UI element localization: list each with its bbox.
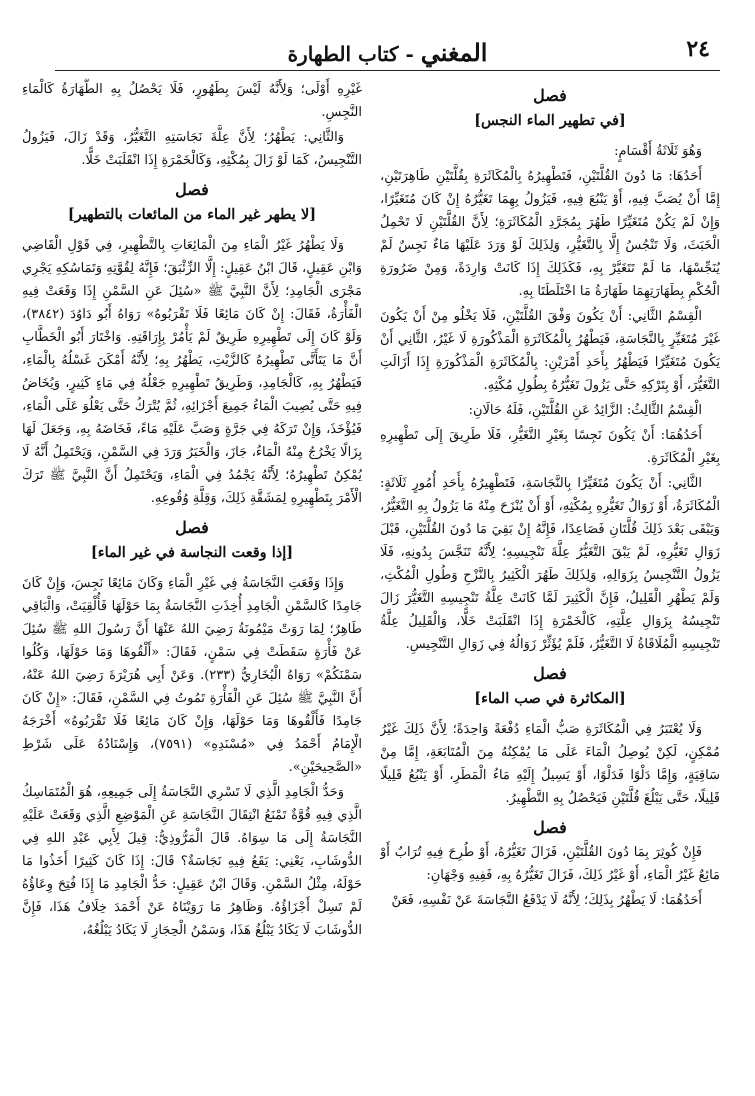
paragraph: أَحَدُهُمَا: أَنْ يَكُونَ نَجِسًا بِغَيْرِ التَّغَيُّرِ، فَلَا طَرِيقَ إِلَى تَطْهِيرِهِ بِغَيْرِ الْمُكَاثَرَةِ. bbox=[380, 428, 720, 466]
paragraph: الْقِسْمُ الثَّالِثُ: الزَّائِدُ عَنِ القُلَّتَيْنِ، فَلَهُ حَالَانِ: bbox=[468, 403, 702, 418]
paragraph: أَحَدُهُمَا: لَا يَطْهُرُ بِذَلِكَ؛ لِأَنَّهُ لَا يَدْفَعُ النَّجَاسَةَ عَنْ نَفْسِهِ، فَعَنْ bbox=[391, 893, 702, 908]
paragraph: وَلَا يُعْتَبَرُ فِي الْمُكَاثَرَةِ صَبُّ الْمَاءِ دُفْعَةً وَاحِدَةً؛ لِأَنَّ ذَلِكَ غَيْرُ مُمْكِنٍ، لَكِنْ يُوصِلُ الْمَاءَ عَلَى مَا يُمْكِنُهُ مِنَ الْمُتَابَعَةِ، إِمَّا مِنْ سَاقِيَةٍ، وَإِمَّا دَلْوًا فَدَلْوًا، أَوْ يَسِيلُ إِلَيْهِ مَاءُ الْمَطَرِ، أَوْ يَنْبُعُ قَلِيلًا قَلِيلًا، حَتَّى يَبْلُغَ قُلَّتَيْنِ فَيَحْصُلُ بِهِ التَّطْهِيرُ. bbox=[380, 722, 720, 806]
section-heading: فصل bbox=[533, 86, 567, 105]
right-column bbox=[380, 78, 720, 1074]
paragraph: الثَّانِي: أَنْ يَكُونَ مُتَغَيِّرًا بِالنَّجَاسَةِ، فَتَطْهِيرُهُ بِأَحَدِ أُمُورٍ ثَلَاثَةٍ: الْمُكَاثَرَةُ، أَوْ زَوَالُ تَغَيُّرِهِ بِمُكْثِهِ، أَوْ أَنْ يُنْزَحَ مِنْهُ مَا يَزُولُ بِهِ التَّغَيُّرُ، وَيَبْقَى بَعْدَ ذَلِكَ قُلَّتَانِ فَصَاعِدًا، فَإِنَّهُ إِنْ بَقِيَ مَا دُونَ القُلَّتَيْنِ، قَبْلَ زَوَالِ تَغَيُّرِهِ، لَمْ يَبْقَ التَّغَيُّرُ عِلَّةَ تَنْجِيسِهِ؛ لِأَنَّهُ تَنَجَّسَ بِدُونِهِ، فَلَا يَزُولُ التَّنْجِيسُ بِزَوَالِهِ، وَلِذَلِكَ طَهُرَ الْكَثِيرُ بِالنَّزْحِ وَطُولِ الْمُكْثِ، وَلَمْ يَطْهُرِ الْقَلِيلُ، فَإِنَّ الْكَثِيرَ لَمَّا كَانَتْ عِلَّةُ تَنْجِيسِهِ التَّغَيُّرَ زَالَ تَنْجِيسُهُ بِزَوَالِ عِلَّتِهِ، كَالْخَمْرَةِ إِذَا انْقَلَبَتْ خَلًّا، وَالْقَلِيلُ عِلَّةُ تَنْجِيسِهِ الْمُلَاقَاةُ لَا التَّغَيُّرُ، فَلَمْ يُؤَثِّرْ زَوَالُهُ فِي زَوَالِ التَّنْجِيسِ. bbox=[380, 476, 720, 652]
section-heading: فصل bbox=[175, 180, 209, 199]
page-header bbox=[55, 30, 720, 71]
page-number: ٢٤ bbox=[686, 36, 710, 62]
left-column bbox=[22, 78, 362, 1088]
section-heading: فصل bbox=[175, 518, 209, 537]
paragraph: غَيْرِهِ أَوْلَى؛ وَلِأَنَّهُ لَيْسَ بِطَهُورٍ، فَلَا يَحْصُلُ بِهِ الطَّهَارَةُ كَالْمَاءِ النَّجِسِ. bbox=[22, 82, 362, 120]
paragraph: وَالثَّانِي: يَطْهُرُ؛ لِأَنَّ عِلَّةَ نَجَاسَتِهِ التَّغَيُّرُ، وَقَدْ زَالَ، فَيَزُولُ التَّنْجِيسُ، كَمَا لَوْ زَالَ بِمُكْثِهِ، وَكَالْخَمْرَةِ إِذَا انْقَلَبَتْ خَلًّا. bbox=[22, 130, 362, 168]
paragraph: أَحَدُهَا: مَا دُونَ القُلَّتَيْنِ، فَتَطْهِيرُهُ بِالْمُكَاثَرَةِ بِقُلَّتَيْنِ طَاهِرَتَيْنِ، إِمَّا أَنْ يُصَبَّ فِيهِ، أَوْ يَنْبُعَ فِيهِ، فَيَزُولُ بِهِمَا تَغَيُّرُهُ إِنْ كَانَ مُتَغَيِّرًا، وَإِنْ لَمْ يَكُنْ مُتَغَيِّرًا طَهُرَ بِمُجَرَّدِ الْمُكَاثَرَةِ؛ لِأَنَّ القُلَّتَيْنِ لَا تَحْمِلُ الْخَبَثَ، وَلَا تَنْجُسُ إِلَّا بِالتَّغَيُّرِ، وَلِذَلِكَ لَوْ وَرَدَ عَلَيْهَا مَاءٌ نَجِسٌ لَمْ يُنَجِّسْهَا، مَا لَمْ تَتَغَيَّرْ بِهِ، فَكَذَلِكَ إِذَا كَانَتْ وَارِدَةً، وَمِنْ ضَرُورَةِ الْحُكْمِ بِطَهَارَتِهِمَا طَهَارَةُ مَا اخْتَلَطَتَا بِهِ. bbox=[380, 169, 720, 299]
paragraph: وَلَا يَطْهُرُ غَيْرُ الْمَاءِ مِنَ الْمَائِعَاتِ بِالتَّطْهِيرِ، فِي قَوْلِ الْقَاضِي وَابْنِ عَقِيلٍ، قَالَ ابْنُ عَقِيلٍ: إِلَّا الزِّئْبَقَ؛ فَإِنَّهُ لِقُوَّتِهِ وَتَمَاسُكِهِ يَجْرِي مَجْرَى الْجَامِدِ؛ لِأَنَّ النَّبِيَّ ﷺ «سُئِلَ عَنِ السَّمْنِ إِذَا وَقَعَتْ فِيهِ الْفَأْرَةُ، فَقَالَ: إِنْ كَانَ مَائِعًا فَلَا تَقْرَبُوهُ» رَوَاهُ أَبُو دَاوُدَ (٣٨٤٢)، وَلَوْ كَانَ إِلَى تَطْهِيرِهِ طَرِيقٌ لَمْ يَأْمُرْ بِإِرَاقَتِهِ. وَاخْتَارَ أَبُو الْخَطَّابِ أَنَّ مَا يَتَأَتَّى تَطْهِيرُهُ كَالزَّيْتِ، يَطْهُرُ بِهِ؛ لِأَنَّهُ أَمْكَنَ غَسْلُهُ بِالْمَاءِ، فَيَطْهُرُ بِهِ، كَالْجَامِدِ، وَطَرِيقُ تَطْهِيرِهِ جَعْلُهُ فِي مَاءٍ كَثِيرٍ، وَيُخَاضُ فِيهِ حَتَّى يُصِيبَ الْمَاءُ جَمِيعَ أَجْزَائِهِ، ثُمَّ يُتْرَكُ حَتَّى يَعْلُوَ عَلَى الْمَاءِ، فَيُؤْخَذَ، وَإِنْ تَرَكَهُ فِي جَرَّةٍ وَصَبَّ عَلَيْهِ مَاءً، فَخَاضَهُ بِهِ، وَجَعَلَ لَهَا بِزَالًا يَخْرُجُ مِنْهُ الْمَاءُ، جَازَ، وَالْخَبَرُ وَرَدَ فِي السَّمْنِ، وَيَحْتَمِلُ أَنَّهُ لَا يُمْكِنُ تَطْهِيرُهُ؛ لِأَنَّهُ يَجْمُدُ فِي الْمَاءِ، وَيَحْتَمِلُ أَنَّ النَّبِيَّ ﷺ تَرَكَ الْأَمْرَ بِتَطْهِيرِهِ لِمَشَقَّةِ ذَلِكَ، وَقِلَّةِ وُقُوعِهِ. bbox=[22, 238, 362, 506]
section-subheading: [في تطهير الماء النجس] bbox=[474, 112, 626, 129]
section-heading: فصل bbox=[533, 664, 567, 683]
section-heading: فصل bbox=[533, 818, 567, 837]
paragraph: وَهُوَ ثَلَاثَةُ أَقْسَامٍ: bbox=[614, 144, 702, 159]
section-subheading: [لا يطهر غير الماء من المائعات بالتطهير] bbox=[67, 206, 317, 223]
paragraph: فَإِنْ كُوثِرَ بِمَا دُونَ القُلَّتَيْنِ، فَزَالَ تَغَيُّرُهُ، أَوْ طُرِحَ فِيهِ تُرَابٌ أَوْ مَائِعٌ غَيْرُ الْمَاءِ، أَوْ غَيْرُ ذَلِكَ، فَزَالَ تَغَيُّرُهُ بِهِ، فَفِيهِ وَجْهَانِ: bbox=[380, 845, 720, 883]
section-subheading: [المكاثرة في صب الماء] bbox=[474, 690, 626, 707]
section-subheading: [إذا وقعت النجاسة في غير الماء] bbox=[90, 544, 294, 561]
chapter-title: - كتاب الطهارة bbox=[287, 42, 414, 66]
paragraph: وَإِذَا وَقَعَتِ النَّجَاسَةُ فِي غَيْرِ الْمَاءِ وَكَانَ مَائِعًا نَجِسَ، وَإِنْ كَانَ جَامِدًا كَالسَّمْنِ الْجَامِدِ أُخِذَتِ النَّجَاسَةُ بِمَا حَوْلَهَا فَأُلْقِيَتْ، وَالْبَاقِي طَاهِرٌ؛ لِمَا رَوَتْ مَيْمُونَةُ رَضِيَ اللهُ عَنْهَا أَنَّ رَسُولَ اللهِ ﷺ سُئِلَ عَنْ فَأْرَةٍ سَقَطَتْ فِي سَمْنٍ، فَقَالَ: «أَلْقُوهَا وَمَا حَوْلَهَا، وَكُلُوا سَمْنَكُمْ» رَوَاهُ الْبُخَارِيُّ (٢٣٣). وَعَنْ أَبِي هُرَيْرَةَ رَضِيَ اللهُ عَنْهُ، أَنَّ النَّبِيَّ ﷺ سُئِلَ عَنِ الْفَأْرَةِ تَمُوتُ فِي السَّمْنِ، فَقَالَ: «إِنْ كَانَ جَامِدًا فَأَلْقُوهَا وَمَا حَوْلَهَا، وَإِنْ كَانَ مَائِعًا فَلَا تَقْرَبُوهُ» أَخْرَجَهُ الْإِمَامُ أَحْمَدُ فِي «مُسْنَدِهِ» (٧٥٩١)، وَإِسْنَادُهُ عَلَى شَرْطِ «الصَّحِيحَيْنِ». bbox=[22, 576, 362, 775]
paragraph: وَحَدُّ الْجَامِدِ الَّذِي لَا تَسْرِي النَّجَاسَةُ إِلَى جَمِيعِهِ، هُوَ الْمُتَمَاسِكُ الَّذِي فِيهِ قُوَّةٌ تَمْنَعُ انْتِقَالَ النَّجَاسَةِ عَنِ الْمَوْضِعِ الَّذِي وَقَعَتْ عَلَيْهِ النَّجَاسَةُ إِلَى مَا سِوَاهُ. قَالَ الْمَرُّوذِيُّ: قِيلَ لِأَبِي عَبْدِ اللهِ فِي الدُّوشَابِ، يَعْنِي: يَقَعُ فِيهِ نَجَاسَةٌ؟ قَالَ: إِذَا كَانَ كَثِيرًا أَخَذُوا مَا حَوْلَهُ، مِثْلُ السَّمْنِ. وَقَالَ ابْنُ عَقِيلٍ: حَدُّ الْجَامِدِ مَا إِذَا فُتِحَ وِعَاؤُهُ لَمْ تَسِلْ أَجْزَاؤُهُ. وَظَاهِرُ مَا رَوَيْنَاهُ عَنْ أَحْمَدَ خِلَافُ هَذَا، فَإِنَّ الدُّوشَابَ لَا يَكَادُ يَبْلُغُ هَذَا، وَسَمْنُ الْحِجَازِ لَا يَكَادُ يَبْلُغُهُ، bbox=[22, 785, 362, 938]
running-title bbox=[55, 38, 720, 67]
paragraph: الْقِسْمُ الثَّانِي: أَنْ يَكُونَ وَفْقَ القُلَّتَيْنِ، فَلَا يَخْلُو مِنْ أَنْ يَكُونَ غَيْرَ مُتَغَيِّرٍ بِالنَّجَاسَةِ، فَيَطْهُرُ بِالْمُكَاثَرَةِ الْمَذْكُورَةِ لَا غَيْرُ، الثَّانِي أَنْ يَكُونَ مُتَغَيِّرًا فَيَطْهُرُ بِأَحَدِ أَمْرَيْنِ: بِالْمُكَاثَرَةِ الْمَذْكُورَةِ إِذَا أَزَالَتِ التَّغَيُّرَ، أَوْ بِتَرْكِهِ حَتَّى يَزُولَ تَغَيُّرُهُ بِطُولِ مُكْثِهِ. bbox=[380, 309, 720, 393]
book-title: المغني bbox=[420, 38, 488, 67]
